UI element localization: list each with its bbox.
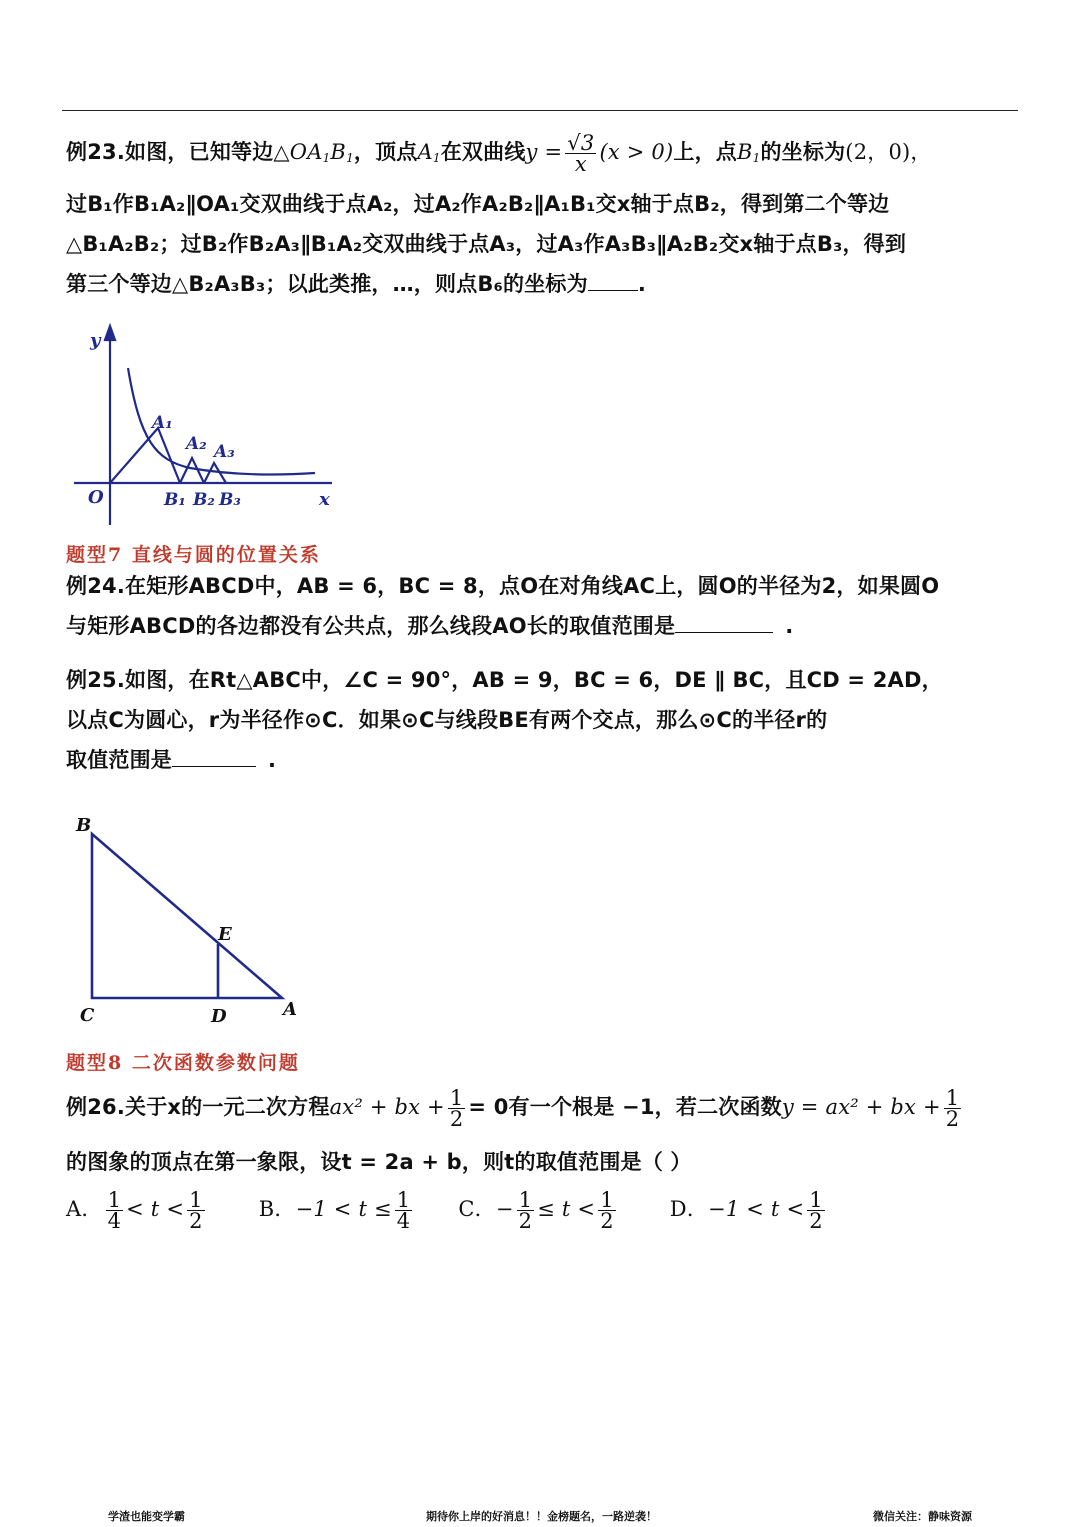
label-B2: B₂ bbox=[193, 490, 215, 510]
option-a[interactable]: A． $\frac{1}{4}$ < t < $\frac{1}{2}$ bbox=[66, 1187, 203, 1233]
y-axis-arrow bbox=[105, 326, 115, 340]
ex25-line2: 以点C为圆心，r为半径作⊙C．如果⊙C与线段BE有两个交点，那么⊙C的半径r的 bbox=[66, 708, 828, 732]
footer-left: 学渣也能变学霸 bbox=[108, 1510, 185, 1523]
label-E: E bbox=[218, 924, 232, 945]
answer-blank[interactable] bbox=[675, 614, 773, 633]
label-x: x bbox=[319, 489, 330, 510]
footer-center: 期待你上岸的好消息！！金榜题名，一路逆袭！ bbox=[426, 1510, 657, 1523]
ex23-line4: 第三个等边△B₂A₃B₃；以此类推，…，则点B₆的坐标为 . bbox=[66, 272, 646, 296]
ex26-line2: 的图象的顶点在第一象限，设t = 2a + b，则t的取值范围是（ ） bbox=[66, 1150, 692, 1174]
label-A: A bbox=[283, 999, 297, 1020]
label-A2: A₂ bbox=[186, 434, 207, 454]
label-O: O bbox=[88, 487, 104, 508]
section-title-8: 题型8 二次函数参数问题 bbox=[66, 1052, 300, 1074]
ex25-line3: 取值范围是 . bbox=[66, 748, 277, 772]
label-D: D bbox=[211, 1006, 227, 1027]
option-b[interactable]: B．−1 < t ≤ $\frac{1}{4}$ bbox=[258, 1187, 411, 1233]
ex23-line1: 例23.如图，已知等边$\triangle OA_1B_1$，顶点$A_1$在双曲线y = $\frac{√3}{x}$ (x > 0)上，点$B_1$的坐标为(2，0)， bbox=[66, 130, 932, 176]
label-A1: A₁ bbox=[152, 413, 173, 433]
section-title-7: 题型7 直线与圆的位置关系 bbox=[66, 544, 321, 566]
label-C: C bbox=[80, 1005, 95, 1026]
ex23-line3: △B₁A₂B₂；过B₂作B₂A₃∥B₁A₂交双曲线于点A₃，过A₃作A₃B₃∥A₂B₂交x轴于点B₃，得到 bbox=[66, 232, 907, 256]
header-rule bbox=[62, 110, 1018, 111]
option-d[interactable]: D．−1 < t < $\frac{1}{2}$ bbox=[669, 1187, 823, 1233]
triangle-abc bbox=[92, 834, 282, 998]
footer-right: 微信关注：静味资源 bbox=[873, 1510, 972, 1523]
label-B1: B₁ bbox=[164, 490, 186, 510]
label-y: y bbox=[90, 330, 101, 351]
ex23-line2: 过B₁作B₁A₂∥OA₁交双曲线于点A₂，过A₂作A₂B₂∥A₁B₁交x轴于点B₂，得到第二个等边 bbox=[66, 192, 890, 216]
label-A3: A₃ bbox=[214, 442, 235, 462]
triangle-1 bbox=[110, 428, 180, 483]
answer-blank[interactable] bbox=[588, 272, 638, 291]
answer-blank[interactable] bbox=[172, 748, 256, 767]
label-B3: B₃ bbox=[219, 490, 241, 510]
label-B: B bbox=[76, 815, 92, 836]
option-c[interactable]: C．− $\frac{1}{2}$ ≤ t < $\frac{1}{2}$ bbox=[458, 1187, 614, 1233]
ex25-line1: 例25.如图，在Rt△ABC中，∠C = 90°，AB = 9，BC = 6，DE ∥ BC，且CD = 2AD， bbox=[66, 668, 943, 692]
hyperbola-figure bbox=[60, 320, 350, 535]
ex26-options bbox=[66, 1186, 828, 1232]
ex24-line2: 与矩形ABCD的各边都没有公共点，那么线段AO长的取值范围是 . bbox=[66, 614, 794, 638]
ex24-line1: 例24.在矩形ABCD中，AB = 6，BC = 8，点O在对角线AC上，圆O的半径为2，如果圆O bbox=[66, 574, 940, 598]
ex26-line1: 例26.关于x的一元二次方程ax² + bx + $\frac{1}{2}$ = 0有一个根是 −1，若二次函数y = ax² + bx + $\frac{1}{2}$ bbox=[66, 1085, 960, 1131]
triangle-figure bbox=[70, 810, 310, 1030]
